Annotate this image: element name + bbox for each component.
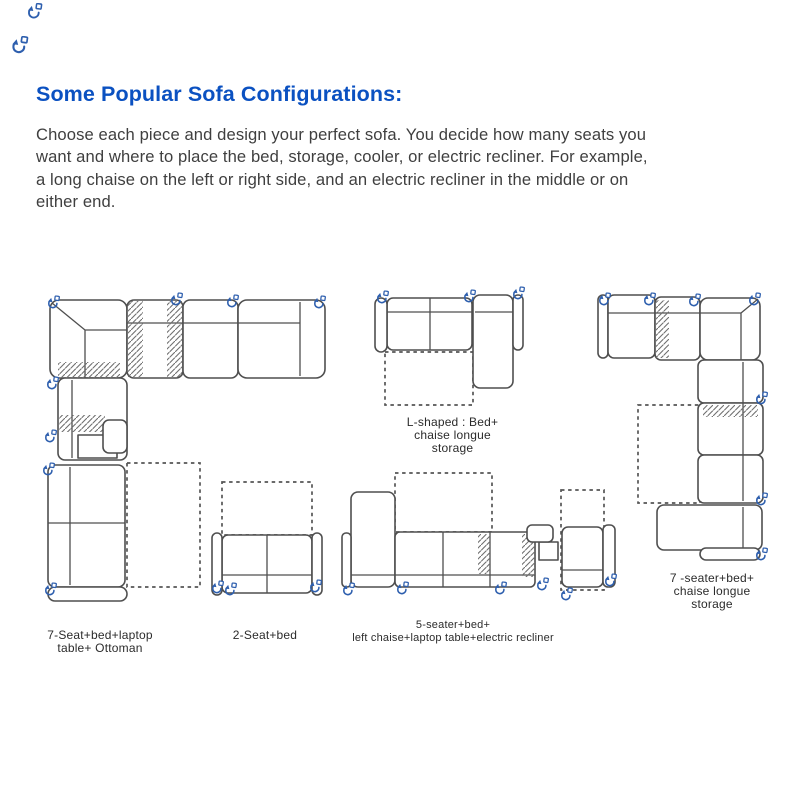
intro-line: Choose each piece and design your perfect sofa. You decide how many seats you bbox=[36, 125, 647, 144]
sofa-outline bbox=[212, 533, 322, 595]
page-title: Some Popular Sofa Configurations: bbox=[36, 82, 403, 106]
laptop-table bbox=[527, 525, 553, 542]
intro-line: either end. bbox=[36, 192, 116, 212]
laptop-table bbox=[103, 420, 127, 453]
bed-dashed-outline bbox=[222, 482, 312, 535]
ottoman-dashed-outline bbox=[127, 463, 200, 587]
bed-dashed-outline bbox=[395, 473, 492, 532]
rotate-icon[interactable] bbox=[9, 36, 29, 56]
config-7-seater-chaise-diagram bbox=[592, 284, 772, 574]
rotate-icon[interactable] bbox=[537, 578, 548, 590]
config-label: 5-seater+bed+ left chaise+laptop table+electric recliner bbox=[352, 619, 554, 644]
config-label: 2-Seat+bed bbox=[232, 628, 298, 642]
laptop-tray bbox=[539, 542, 558, 560]
bed-dashed-outline bbox=[638, 405, 700, 503]
intro-line: want and where to place the bed, storage, cooler, or electric recliner. For example, bbox=[36, 147, 648, 167]
rotate-icon[interactable] bbox=[25, 3, 43, 21]
config-label: 7-Seat+bed+laptop table+ Ottoman bbox=[47, 628, 153, 655]
sofa-outline bbox=[375, 295, 523, 388]
config-5-seater-recliner-diagram bbox=[338, 468, 623, 608]
config-2-seat-bed-diagram bbox=[205, 475, 330, 610]
intro-line: a long chaise on the left or right side, and an electric recliner in the middle or on bbox=[36, 169, 629, 189]
config-label: 7 -seater+bed+ chaise longue storage bbox=[669, 571, 755, 611]
intro-paragraph bbox=[36, 124, 648, 214]
rotate-icon[interactable] bbox=[45, 430, 56, 442]
rotate-icon[interactable] bbox=[47, 377, 58, 389]
sofa-outline bbox=[598, 295, 763, 560]
config-label: L-shaped : Bed+ chaise longue storage bbox=[406, 415, 499, 455]
bed-dashed-outline bbox=[385, 352, 473, 405]
config-l-shaped-bed-chaise-diagram bbox=[370, 285, 530, 410]
